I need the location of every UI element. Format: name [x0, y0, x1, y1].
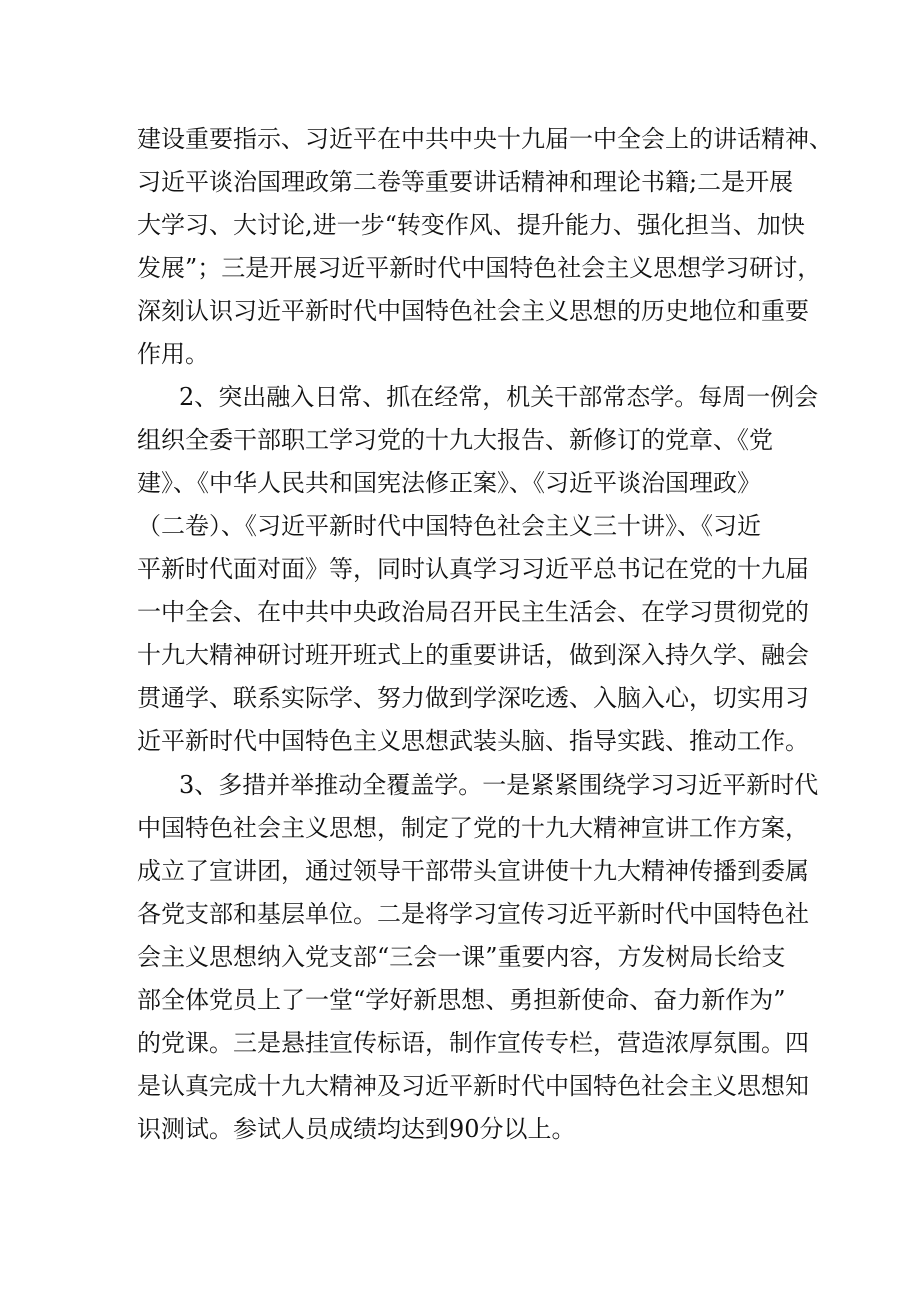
paragraph-2-line-5: 平新时代面对面》等，同时认真学习习近平总书记在党的十九届: [137, 555, 809, 583]
paragraph-1-line-4: 发展”；三是开展习近平新时代中国特色社会主义思想学习研讨，: [137, 254, 822, 282]
paragraph-3-line-3: 成立了宣讲团，通过领导干部带头宣讲使十九大精神传播到委属: [137, 857, 809, 885]
paragraph-3-line-7: 的党课。三是悬挂宣传标语，制作宣传专栏，营造浓厚氛围。四: [137, 1029, 809, 1057]
paragraph-2-line-3: 建》、《中华人民共和国宪法修正案》、《习近平谈治国理政》: [137, 469, 761, 497]
paragraph-2-line-1: 2、突出融入日常、抓在经常，机关干部常态学。每周一例会: [179, 383, 819, 411]
paragraph-3-line-6: 部全体党员上了一堂“学好新思想、勇担新使命、奋力新作为”: [137, 986, 786, 1014]
paragraph-3-line-8: 是认真完成十九大精神及习近平新时代中国特色社会主义思想知: [137, 1072, 809, 1100]
paragraph-3-line-2: 中国特色社会主义思想，制定了党的十九大精神宣讲工作方案，: [137, 814, 809, 842]
paragraph-3-line-4: 各党支部和基层单位。二是将学习宣传习近平新时代中国特色社: [137, 900, 809, 928]
paragraph-2-line-6: 一中全会、在中共中央政治局召开民主生活会、在学习贯彻党的: [137, 598, 809, 626]
paragraph-2-line-7: 十九大精神研讨班开班式上的重要讲话，做到深入持久学、融会: [137, 641, 809, 669]
paragraph-1-line-1: 建设重要指示、习近平在中共中央十九届一中全会上的讲话精神、: [137, 125, 833, 153]
paragraph-3-line-9: 识测试。参试人员成绩均达到90分以上。: [137, 1115, 576, 1143]
paragraph-1-line-5: 深刻认识习近平新时代中国特色社会主义思想的历史地位和重要: [137, 297, 809, 325]
paragraph-1-line-2: 习近平谈治国理政第二卷等重要讲话精神和理论书籍;二是开展: [137, 168, 794, 196]
paragraph-3-line-1: 3、多措并举推动全覆盖学。一是紧紧围绕学习习近平新时代: [179, 771, 819, 799]
paragraph-2-line-8: 贯通学、联系实际学、努力做到学深吃透、入脑入心，切实用习: [137, 684, 809, 712]
paragraph-3-line-5: 会主义思想纳入党支部“三会一课”重要内容，方发树局长给支: [137, 943, 786, 971]
paragraph-2-line-9: 近平新时代中国特色主义思想武装头脑、指导实践、推动工作。: [137, 727, 809, 755]
paragraph-1-line-3: 大学习、大讨论,进一步“转变作风、提升能力、强化担当、加快: [137, 211, 805, 239]
paragraph-1-line-6: 作用。: [137, 340, 209, 368]
paragraph-2-line-2: 组织全委干部职工学习党的十九大报告、新修订的党章、《党: [137, 426, 773, 454]
paragraph-2-line-4: （二卷）、《习近平新时代中国特色社会主义三十讲》、《习近: [137, 512, 761, 540]
